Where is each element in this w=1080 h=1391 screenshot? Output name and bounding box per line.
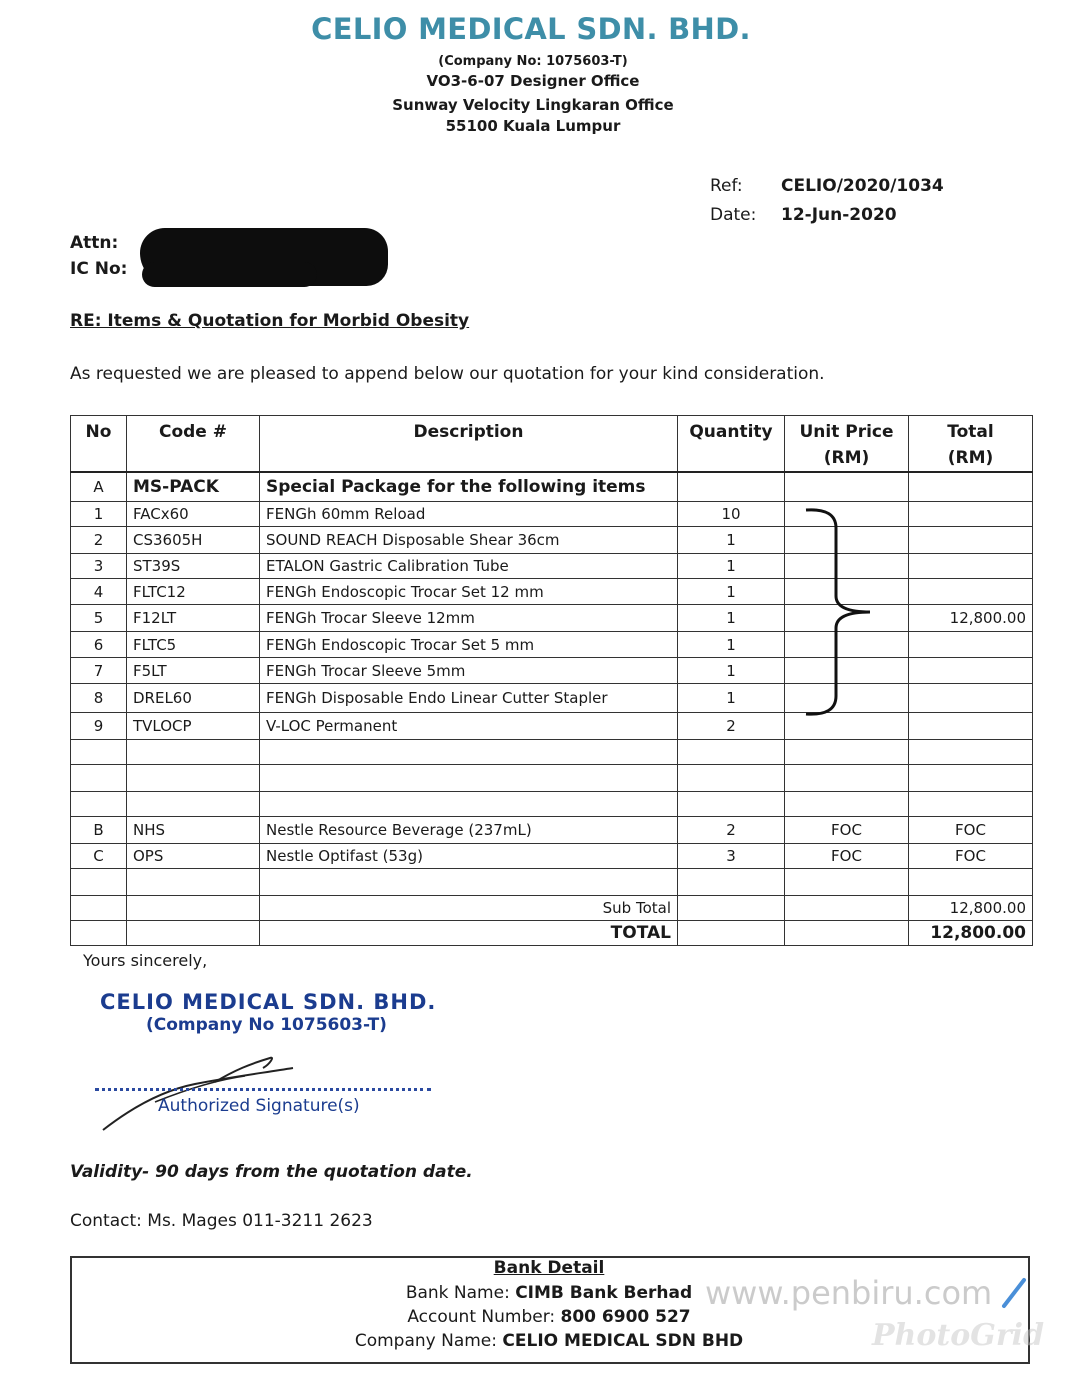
ref-value: CELIO/2020/1034	[781, 176, 944, 196]
address-line-2: Sunway Velocity Lingkaran Office	[392, 96, 674, 114]
company-title: CELIO MEDICAL SDN. BHD.	[311, 12, 751, 46]
cell-unit-price	[785, 792, 909, 817]
table-row	[71, 740, 1033, 765]
header-description: Description	[260, 416, 678, 473]
cell-no	[71, 740, 127, 765]
cell-code: F12LT	[127, 605, 260, 632]
cell-total	[909, 684, 1033, 713]
cell-description	[260, 765, 678, 792]
intro-text: As requested we are pleased to append below our quotation for your kind consideration.	[70, 364, 825, 384]
account-label: Account Number:	[407, 1307, 561, 1327]
cell-no: 8	[71, 684, 127, 713]
header-quantity: Quantity	[678, 416, 785, 473]
cell-code	[127, 740, 260, 765]
cell-code: FACx60	[127, 502, 260, 527]
cell-unit-price	[785, 765, 909, 792]
cell-total	[909, 472, 1033, 502]
cell-no	[71, 792, 127, 817]
cell-code: ST39S	[127, 554, 260, 579]
stamp-company-name: CELIO MEDICAL SDN. BHD.	[100, 990, 437, 1014]
subtotal-label: Sub Total	[260, 896, 678, 921]
header-unit-price: Unit Price (RM)	[785, 416, 909, 473]
cell-quantity	[678, 765, 785, 792]
cell-total: FOC	[909, 817, 1033, 844]
cell-no: 3	[71, 554, 127, 579]
cell-unit-price	[785, 740, 909, 765]
cell-total	[909, 502, 1033, 527]
cell-description: FENGh Endoscopic Trocar Set 12 mm	[260, 579, 678, 605]
address-line-3: 55100 Kuala Lumpur	[445, 117, 621, 135]
cell-no: 6	[71, 632, 127, 658]
closing-sincerely: Yours sincerely,	[83, 951, 208, 970]
company-name-label: Company Name:	[354, 1331, 503, 1351]
cell-no	[71, 869, 127, 896]
cell-quantity	[678, 740, 785, 765]
cell-no: 7	[71, 658, 127, 684]
curly-brace-icon	[800, 504, 880, 722]
cell-code	[127, 869, 260, 896]
bank-detail-title: Bank Detail	[493, 1258, 605, 1278]
cell-quantity: 10	[678, 502, 785, 527]
header-code: Code #	[127, 416, 260, 473]
table-row	[71, 579, 1033, 605]
cell-unit-price: FOC	[785, 817, 909, 844]
table-header-row	[71, 416, 1033, 473]
cell-code: OPS	[127, 844, 260, 869]
cell-no: 1	[71, 502, 127, 527]
cell-code: F5LT	[127, 658, 260, 684]
table-row	[71, 869, 1033, 896]
watermark-app: PhotoGrid	[872, 1318, 1045, 1353]
cell-no: 2	[71, 527, 127, 554]
cell-description: FENGh Trocar Sleeve 12mm	[260, 605, 678, 632]
cell-description: Nestle Resource Beverage (237mL)	[260, 817, 678, 844]
cell-code: DREL60	[127, 684, 260, 713]
cell-code	[127, 765, 260, 792]
table-row	[71, 632, 1033, 658]
cell-code: FLTC5	[127, 632, 260, 658]
cell-description	[260, 740, 678, 765]
bank-name-value: CIMB Bank Berhad	[515, 1283, 693, 1303]
table-row	[71, 502, 1033, 527]
header-total: Total (RM)	[909, 416, 1033, 473]
cell-quantity: 1	[678, 527, 785, 554]
cell-total	[909, 765, 1033, 792]
table-row	[71, 554, 1033, 579]
cell-unit-price: FOC	[785, 844, 909, 869]
authorized-signature-label: Authorized Signature(s)	[158, 1096, 360, 1116]
table-row	[71, 844, 1033, 869]
company-name-value: CELIO MEDICAL SDN BHD	[502, 1331, 744, 1351]
total-label: TOTAL	[260, 921, 678, 946]
cell-total	[909, 554, 1033, 579]
table-row	[71, 527, 1033, 554]
cell-quantity	[678, 792, 785, 817]
cell-total: FOC	[909, 844, 1033, 869]
stamp-company-number: (Company No 1075603-T)	[146, 1015, 387, 1035]
table-row	[71, 605, 1033, 632]
cell-no: 9	[71, 713, 127, 740]
cell-quantity: 1	[678, 605, 785, 632]
company-number: (Company No: 1075603-T)	[438, 54, 628, 69]
header-no: No	[71, 416, 127, 473]
cell-total	[909, 658, 1033, 684]
cell-total	[909, 792, 1033, 817]
pencil-icon	[1000, 1276, 1030, 1310]
table-row	[71, 713, 1033, 740]
cell-description: Nestle Optifast (53g)	[260, 844, 678, 869]
cell-total	[909, 632, 1033, 658]
cell-no: B	[71, 817, 127, 844]
table-row	[71, 684, 1033, 713]
date-value: 12-Jun-2020	[781, 205, 897, 225]
bank-name-label: Bank Name:	[405, 1283, 516, 1303]
cell-description: FENGh Endoscopic Trocar Set 5 mm	[260, 632, 678, 658]
cell-description: FENGh Trocar Sleeve 5mm	[260, 658, 678, 684]
cell-no	[71, 765, 127, 792]
address-line-1: VO3-6-07 Designer Office	[426, 72, 640, 90]
cell-unit-price	[785, 869, 909, 896]
table-row	[71, 792, 1033, 817]
handwritten-signature	[95, 1050, 335, 1134]
cell-total	[909, 527, 1033, 554]
cell-description: FENGh Disposable Endo Linear Cutter Stapler	[260, 684, 678, 713]
cell-quantity: 3	[678, 844, 785, 869]
account-value: 800 6900 527	[560, 1307, 691, 1327]
quotation-table	[70, 415, 1033, 946]
subtotal-row	[71, 896, 1033, 921]
cell-no: A	[71, 472, 127, 502]
cell-code: CS3605H	[127, 527, 260, 554]
table-row	[71, 817, 1033, 844]
cell-total	[909, 713, 1033, 740]
cell-description: Special Package for the following items	[260, 472, 678, 502]
date-label: Date:	[710, 205, 757, 225]
cell-total	[909, 869, 1033, 896]
subtotal-value: 12,800.00	[909, 896, 1033, 921]
table-row	[71, 472, 1033, 502]
cell-quantity: 2	[678, 713, 785, 740]
cell-total	[909, 579, 1033, 605]
ref-label: Ref:	[710, 176, 743, 196]
validity-note: Validity- 90 days from the quotation date.	[70, 1162, 473, 1182]
cell-quantity	[678, 472, 785, 502]
ic-label: IC No:	[70, 259, 128, 279]
cell-code: MS-PACK	[127, 472, 260, 502]
attn-label: Attn:	[70, 233, 119, 253]
cell-description: V-LOC Permanent	[260, 713, 678, 740]
cell-quantity: 1	[678, 684, 785, 713]
cell-unit-price	[785, 472, 909, 502]
cell-description: FENGh 60mm Reload	[260, 502, 678, 527]
cell-no: C	[71, 844, 127, 869]
cell-total	[909, 740, 1033, 765]
total-row	[71, 921, 1033, 946]
cell-quantity: 1	[678, 579, 785, 605]
cell-code: NHS	[127, 817, 260, 844]
cell-total: 12,800.00	[909, 605, 1033, 632]
cell-no: 5	[71, 605, 127, 632]
cell-description	[260, 792, 678, 817]
cell-code: FLTC12	[127, 579, 260, 605]
contact-info: Contact: Ms. Mages 011-3211 2623	[70, 1211, 373, 1231]
table-row	[71, 765, 1033, 792]
cell-code	[127, 792, 260, 817]
watermark-site: www.penbiru.com	[705, 1274, 993, 1312]
signature-dotted-line	[95, 1088, 431, 1091]
cell-quantity	[678, 869, 785, 896]
cell-quantity: 2	[678, 817, 785, 844]
cell-quantity: 1	[678, 658, 785, 684]
cell-code: TVLOCP	[127, 713, 260, 740]
total-value: 12,800.00	[909, 921, 1033, 946]
cell-no: 4	[71, 579, 127, 605]
cell-quantity: 1	[678, 632, 785, 658]
subject-line: RE: Items & Quotation for Morbid Obesity	[70, 311, 470, 331]
cell-quantity: 1	[678, 554, 785, 579]
cell-description: ETALON Gastric Calibration Tube	[260, 554, 678, 579]
cell-description: SOUND REACH Disposable Shear 36cm	[260, 527, 678, 554]
cell-description	[260, 869, 678, 896]
redaction-mark-lower	[142, 262, 317, 287]
table-row	[71, 658, 1033, 684]
